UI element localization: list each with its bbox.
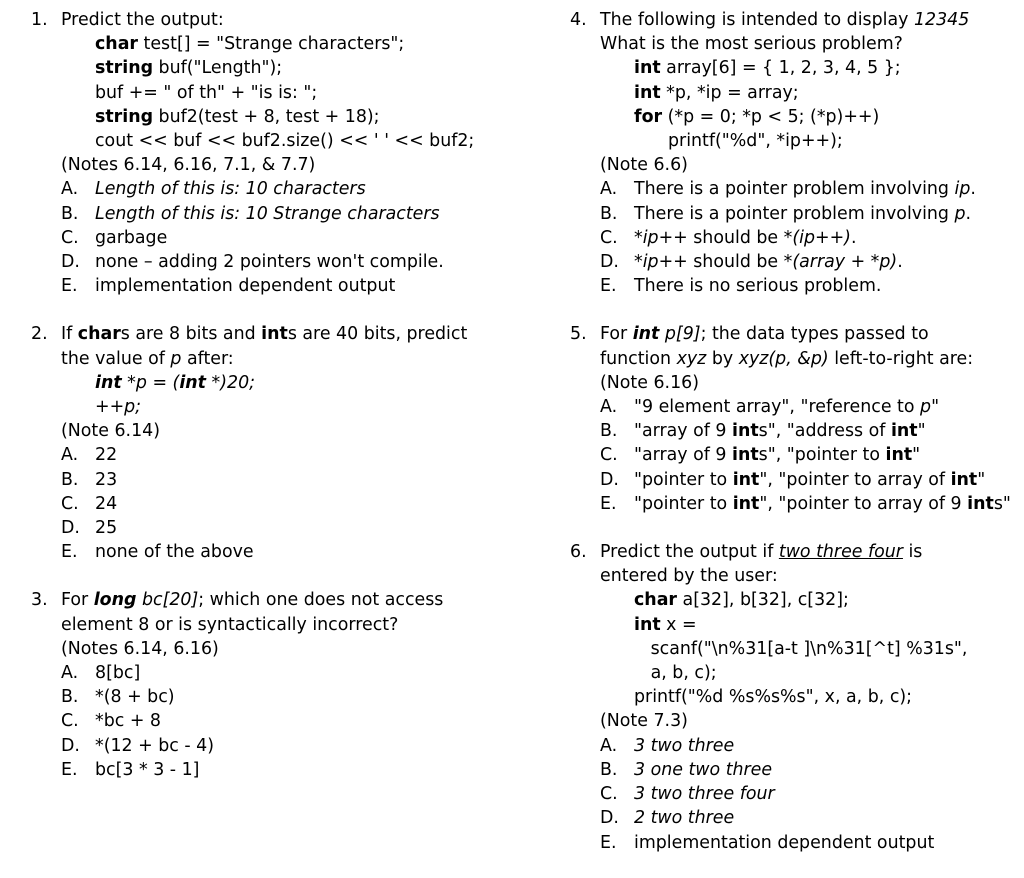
text-run: int bbox=[95, 372, 122, 393]
text-run: for bbox=[634, 106, 663, 127]
text-run: test[] = "Strange characters"; bbox=[138, 34, 405, 55]
text-line bbox=[634, 81, 1022, 105]
note-reference: (Notes 6.14, 6.16, 7.1, & 7.7) bbox=[61, 155, 316, 176]
choice-letter: A. bbox=[600, 735, 618, 756]
text-run: 2 two three bbox=[634, 808, 735, 829]
choice-letter: D. bbox=[600, 808, 619, 829]
text-line bbox=[634, 685, 1022, 709]
answer-choice bbox=[600, 468, 1022, 492]
text-run: scanf("\n%31[a-t ]\n%31[^t] %31s", bbox=[634, 638, 968, 659]
choice-letter: C. bbox=[600, 445, 618, 466]
text-run: ip bbox=[954, 179, 971, 200]
text-run: long bbox=[93, 590, 137, 611]
text-run: printf("%d %s%s%s", x, a, b, c); bbox=[634, 687, 913, 708]
answer-choice bbox=[600, 758, 1022, 782]
choice-letter: C. bbox=[61, 711, 79, 732]
answer-choice bbox=[600, 419, 1022, 443]
text-run: int bbox=[950, 469, 978, 490]
text-run: p[9] bbox=[659, 324, 701, 345]
text-line bbox=[634, 105, 1022, 129]
text-run: There is a pointer problem involving bbox=[634, 203, 955, 224]
text-run: by bbox=[706, 348, 739, 369]
question-number: 6. bbox=[570, 542, 587, 563]
answer-choice bbox=[61, 468, 531, 492]
text-run: ++ should be bbox=[658, 227, 784, 248]
text-run: *ip bbox=[634, 227, 659, 248]
text-run: is bbox=[902, 542, 923, 563]
text-run: buf("Length"); bbox=[153, 58, 283, 79]
text-run: int bbox=[261, 324, 288, 345]
text-line bbox=[95, 81, 531, 105]
text-run: 8[bc] bbox=[95, 663, 141, 684]
text-run: "pointer to bbox=[634, 469, 733, 490]
text-run: Predict the output if bbox=[600, 542, 779, 563]
note-reference: (Note 6.14) bbox=[61, 421, 160, 442]
text-run: element 8 or is syntactically incorrect? bbox=[61, 614, 399, 635]
note-reference: (Note 6.16) bbox=[600, 372, 699, 393]
text-run: bc[3 * 3 - 1] bbox=[95, 759, 200, 780]
text-run: *bc + 8 bbox=[95, 711, 161, 732]
text-line bbox=[95, 56, 531, 80]
answer-choice bbox=[61, 516, 531, 540]
text-run: int bbox=[634, 82, 661, 103]
text-run: int bbox=[634, 58, 661, 79]
text-line bbox=[634, 588, 1022, 612]
answer-choice bbox=[600, 831, 1022, 855]
choice-letter: E. bbox=[61, 276, 78, 297]
choice-letter: C. bbox=[61, 493, 79, 514]
choice-letter: D. bbox=[61, 518, 80, 539]
text-line bbox=[668, 129, 1022, 153]
text-run: int bbox=[732, 493, 760, 514]
text-line bbox=[600, 347, 1022, 371]
text-run: x = bbox=[660, 614, 697, 635]
text-run: For bbox=[61, 590, 94, 611]
text-run: p bbox=[920, 397, 932, 418]
text-run: xyz(p, &p) bbox=[738, 348, 829, 369]
question-5 bbox=[570, 322, 1022, 516]
text-run: string bbox=[95, 106, 154, 127]
answer-choices bbox=[600, 395, 1022, 516]
code-block bbox=[61, 32, 531, 153]
text-line bbox=[61, 322, 531, 346]
choice-letter: B. bbox=[600, 759, 618, 780]
question-number: 4. bbox=[570, 10, 587, 30]
text-run: function bbox=[600, 348, 677, 369]
text-line bbox=[95, 105, 531, 129]
text-run: a, b, c); bbox=[634, 663, 717, 684]
text-run: int bbox=[732, 421, 759, 442]
text-line bbox=[634, 613, 1022, 637]
text-run: " bbox=[977, 469, 986, 490]
text-run: *(12 + bc - 4) bbox=[95, 735, 215, 756]
text-run: int bbox=[732, 469, 760, 490]
text-run: "pointer to bbox=[634, 493, 733, 514]
question-6 bbox=[570, 540, 1022, 855]
text-line bbox=[600, 564, 1022, 588]
text-run: none of the above bbox=[95, 542, 254, 563]
text-run: *ip bbox=[634, 252, 659, 273]
choice-letter: C. bbox=[61, 227, 79, 248]
text-run: 22 bbox=[95, 445, 118, 466]
text-line bbox=[634, 56, 1022, 80]
text-run: 3 one two three bbox=[634, 759, 773, 780]
answer-choice bbox=[61, 202, 531, 226]
answer-choice bbox=[61, 758, 531, 782]
choice-letter: D. bbox=[61, 735, 80, 756]
left-column bbox=[31, 8, 531, 806]
choice-letter: B. bbox=[600, 203, 618, 224]
answer-choice bbox=[600, 443, 1022, 467]
text-run: 24 bbox=[95, 493, 118, 514]
text-run: For bbox=[600, 324, 633, 345]
text-run: 25 bbox=[95, 518, 118, 539]
answer-choices bbox=[600, 177, 1022, 298]
answer-choice bbox=[61, 226, 531, 250]
text-run: string bbox=[95, 58, 154, 79]
text-run: printf("%d", *ip++); bbox=[668, 131, 843, 152]
text-run: There is a pointer problem involving bbox=[634, 179, 955, 200]
code-block bbox=[600, 588, 1022, 709]
text-line bbox=[61, 613, 531, 637]
text-run: char bbox=[77, 324, 121, 345]
choice-letter: E. bbox=[600, 493, 617, 514]
text-run: entered by the user: bbox=[600, 566, 778, 587]
answer-choice bbox=[61, 540, 531, 564]
choice-letter: D. bbox=[600, 252, 619, 273]
choice-letter: C. bbox=[600, 784, 618, 805]
choice-letter: A. bbox=[61, 179, 79, 200]
text-line bbox=[95, 395, 531, 419]
text-run: p bbox=[954, 203, 966, 224]
text-run: buf2(test + 8, test + 18); bbox=[153, 106, 380, 127]
answer-choice bbox=[61, 734, 531, 758]
choice-letter: C. bbox=[600, 227, 618, 248]
answer-choice bbox=[600, 782, 1022, 806]
text-run: . bbox=[965, 203, 972, 224]
question-prompt: Predict the output: bbox=[61, 10, 224, 30]
choice-letter: A. bbox=[61, 663, 79, 684]
text-run: What is the most serious problem? bbox=[600, 34, 903, 55]
text-run: . bbox=[850, 227, 857, 248]
answer-choice bbox=[61, 443, 531, 467]
text-line bbox=[95, 32, 531, 56]
text-run: p bbox=[170, 348, 182, 369]
text-run: " bbox=[931, 397, 940, 418]
answer-choice bbox=[61, 709, 531, 733]
text-run: 12345 bbox=[913, 10, 970, 30]
text-line bbox=[61, 588, 531, 612]
choice-letter: E. bbox=[61, 542, 78, 563]
question-3 bbox=[31, 588, 531, 782]
text-run: ", "pointer to array of bbox=[759, 469, 951, 490]
question-1 bbox=[31, 8, 531, 298]
text-run: xyz bbox=[676, 348, 707, 369]
text-run: *p, *ip = array; bbox=[660, 82, 799, 103]
text-run: s", "pointer to bbox=[758, 445, 886, 466]
note-reference: (Note 6.6) bbox=[600, 155, 688, 176]
text-run: There is no serious problem. bbox=[634, 276, 882, 297]
choice-letter: A. bbox=[600, 179, 618, 200]
text-run: char bbox=[634, 590, 678, 611]
text-run: . bbox=[970, 179, 976, 200]
text-run: two three four bbox=[778, 542, 903, 563]
answer-choices bbox=[61, 443, 531, 564]
text-run: s are 8 bits and bbox=[120, 324, 262, 345]
text-run: Length of this is: 10 Strange characters bbox=[95, 203, 440, 224]
text-run: "array of 9 bbox=[634, 445, 733, 466]
text-run: a[32], b[32], c[32]; bbox=[677, 590, 849, 611]
answer-choices bbox=[600, 734, 1022, 855]
choice-letter: B. bbox=[600, 421, 618, 442]
text-run: implementation dependent output bbox=[634, 832, 935, 853]
text-line bbox=[600, 322, 1022, 346]
question-prompt bbox=[61, 322, 531, 370]
text-run: *)20; bbox=[206, 372, 255, 393]
code-block bbox=[61, 371, 531, 419]
answer-choice bbox=[600, 492, 1022, 516]
text-run: char bbox=[95, 34, 139, 55]
text-run: left-to-right are: bbox=[828, 348, 974, 369]
question-number: 2. bbox=[31, 324, 48, 345]
text-line bbox=[95, 129, 531, 153]
text-run: s", "address of bbox=[758, 421, 891, 442]
answer-choice bbox=[600, 274, 1022, 298]
text-run: cout << buf << buf2.size() << ' ' << buf2; bbox=[95, 131, 475, 152]
text-run: If bbox=[61, 324, 78, 345]
text-line bbox=[600, 32, 1022, 56]
choice-letter: B. bbox=[61, 469, 79, 490]
text-run: the value of bbox=[61, 348, 171, 369]
answer-choice bbox=[61, 661, 531, 685]
question-prompt bbox=[61, 588, 531, 636]
text-run: " bbox=[912, 445, 921, 466]
text-run: int bbox=[634, 614, 661, 635]
answer-choice bbox=[600, 734, 1022, 758]
text-run: ++ should be bbox=[658, 252, 784, 273]
text-run: . bbox=[897, 252, 903, 273]
text-run: implementation dependent output bbox=[95, 276, 396, 297]
answer-choice bbox=[61, 250, 531, 274]
text-run: *(ip++) bbox=[783, 227, 851, 248]
text-run: 3 two three four bbox=[634, 784, 775, 805]
question-number: 5. bbox=[570, 324, 587, 345]
choice-letter: B. bbox=[61, 687, 79, 708]
text-run: The following is intended to display bbox=[600, 10, 914, 30]
question-number: 1. bbox=[31, 10, 48, 30]
text-run: int bbox=[179, 372, 206, 393]
choice-letter: E. bbox=[600, 276, 617, 297]
text-run: ; which one does not access bbox=[198, 590, 444, 611]
text-run: *(8 + bc) bbox=[95, 687, 175, 708]
text-run: int bbox=[732, 445, 759, 466]
choice-letter: E. bbox=[600, 832, 617, 853]
choice-letter: D. bbox=[600, 469, 619, 490]
text-run: int bbox=[885, 445, 913, 466]
text-run: ; the data types passed to bbox=[700, 324, 929, 345]
question-prompt bbox=[600, 540, 1022, 588]
text-line bbox=[634, 637, 1022, 661]
text-run: int bbox=[967, 493, 994, 514]
question-4 bbox=[570, 8, 1022, 298]
text-run: 3 two three bbox=[634, 735, 735, 756]
question-2 bbox=[31, 322, 531, 564]
text-run: int bbox=[632, 324, 660, 345]
text-run: *p = ( bbox=[121, 372, 180, 393]
answer-choice bbox=[61, 492, 531, 516]
text-run: "array of 9 bbox=[634, 421, 733, 442]
text-line bbox=[600, 8, 1022, 32]
choice-letter: A. bbox=[61, 445, 79, 466]
text-line bbox=[95, 371, 531, 395]
text-run: 23 bbox=[95, 469, 118, 490]
text-run: buf += " of th" + "is is: "; bbox=[95, 82, 318, 103]
code-block-indented bbox=[600, 129, 1022, 153]
text-run: s are 40 bits, predict bbox=[287, 324, 468, 345]
code-block bbox=[600, 56, 1022, 129]
text-run: (*p = 0; *p < 5; (*p)++) bbox=[662, 106, 880, 127]
text-run: none – adding 2 pointers won't compile. bbox=[95, 252, 444, 273]
text-line bbox=[634, 661, 1022, 685]
answer-choice bbox=[600, 226, 1022, 250]
note-reference: (Note 7.3) bbox=[600, 711, 688, 732]
text-run: "9 element array", "reference to bbox=[634, 397, 921, 418]
question-prompt bbox=[600, 8, 1022, 56]
choice-letter: B. bbox=[61, 203, 79, 224]
note-reference: (Notes 6.14, 6.16) bbox=[61, 638, 219, 659]
text-run: after: bbox=[181, 348, 234, 369]
text-run: garbage bbox=[95, 227, 168, 248]
answer-choice bbox=[600, 395, 1022, 419]
text-run: bc[20] bbox=[136, 590, 199, 611]
choice-letter: E. bbox=[61, 759, 78, 780]
text-run: " bbox=[917, 421, 926, 442]
choice-letter: A. bbox=[600, 397, 618, 418]
choice-letter: D. bbox=[61, 252, 80, 273]
text-run: s" bbox=[993, 493, 1011, 514]
answer-choice bbox=[61, 274, 531, 298]
answer-choice bbox=[61, 685, 531, 709]
text-line bbox=[61, 347, 531, 371]
answer-choices bbox=[61, 661, 531, 782]
right-column bbox=[570, 8, 1022, 878]
question-prompt bbox=[600, 322, 1022, 370]
text-run: int bbox=[890, 421, 918, 442]
text-run: Length of this is: 10 characters bbox=[95, 179, 366, 200]
text-run: array[6] = { 1, 2, 3, 4, 5 }; bbox=[660, 58, 901, 79]
text-line bbox=[600, 540, 1022, 564]
answer-choice bbox=[61, 177, 531, 201]
text-run: ", "pointer to array of 9 bbox=[759, 493, 968, 514]
text-run: *(array + *p) bbox=[783, 252, 898, 273]
answer-choice bbox=[600, 202, 1022, 226]
answer-choice bbox=[600, 250, 1022, 274]
answer-choice bbox=[600, 177, 1022, 201]
text-run: ++p; bbox=[95, 397, 142, 418]
question-number: 3. bbox=[31, 590, 48, 611]
answer-choice bbox=[600, 806, 1022, 830]
answer-choices bbox=[61, 177, 531, 298]
